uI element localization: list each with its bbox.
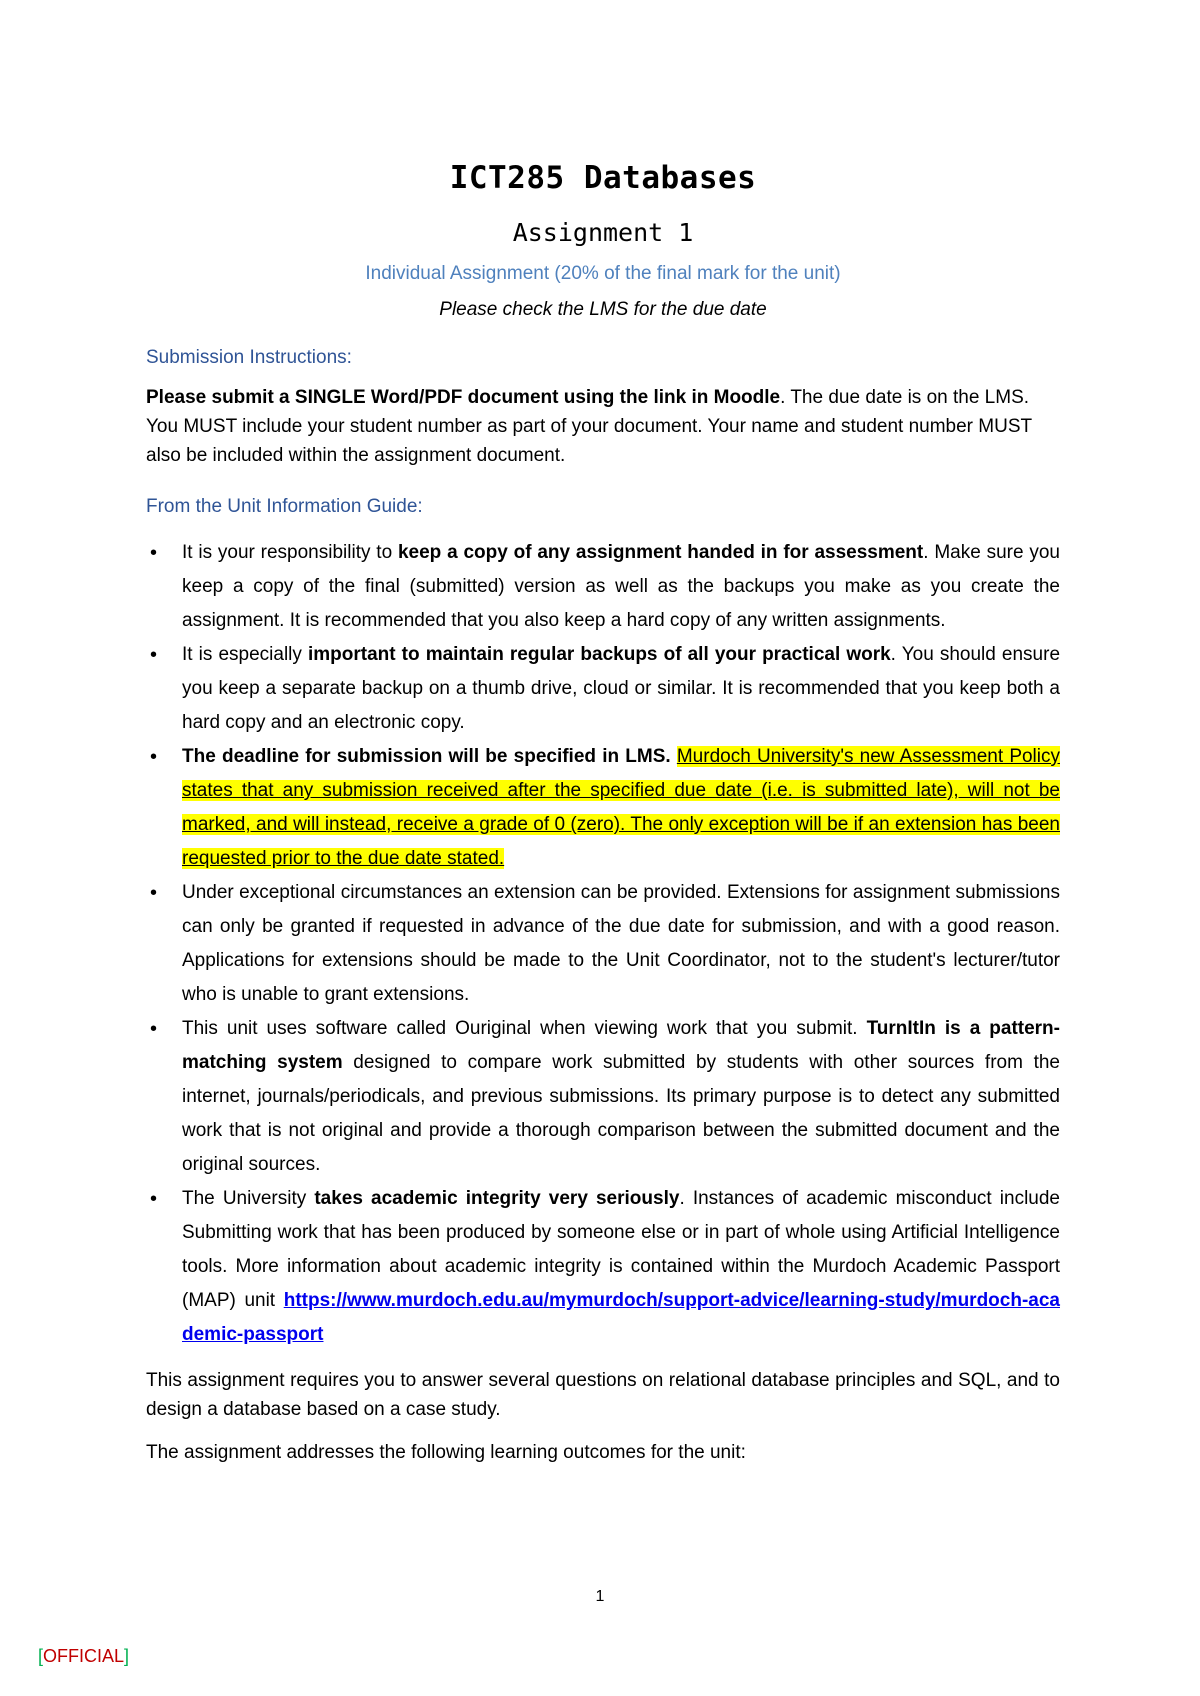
intro-paragraph: This assignment requires you to answer several questions on relational database principles and SQL, and to design a database based on a case study. [146,1370,1060,1420]
official-classification-label [38,1646,129,1667]
due-date-note: Please check the LMS for the due date [439,299,767,320]
guide-bullet-list [146,536,1060,1352]
assignment-type: Individual Assignment (20% of the final mark for the unit) [365,263,841,284]
bullet2-bold: important to maintain regular backups of all your practical work [307,644,891,665]
bullet5-bold: TurnItIn is a pattern-matching system [182,1018,1060,1073]
guide-heading: From the Unit Information Guide: [146,496,423,517]
submission-paragraph [146,383,1060,470]
bullet-item-backups [146,638,1060,740]
bullet-icon: • [150,1018,158,1040]
submission-heading: Submission Instructions: [146,347,352,368]
document-subtitle: Assignment 1 [512,218,694,247]
official-tag: OFFICIAL [43,1646,125,1666]
document-title: ICT285 Databases [449,160,757,196]
bullet5-post: designed to compare work submitted by students with other sources from the internet, journals/periodicals, and previous submissions. Its primary purpose is to detect any submitted work that is not original and provide a thorough comparison between the submitted document and the original sources. [182,1052,1060,1175]
bullet6-bold: takes academic integrity very seriously [314,1188,680,1209]
bullet6-pre: The University [182,1188,315,1209]
bullet-icon: • [150,746,158,768]
bullet-item-extension [146,876,1060,1012]
submission-bold: Please submit a SINGLE Word/PDF document using the link in Moodle [146,387,781,408]
bullet1-pre: It is your responsibility to [182,542,398,563]
bullet2-post: . You should ensure you keep a separate backup on a thumb drive, cloud or similar. It is recommended that you keep both a hard copy and an electronic copy. [182,644,1061,733]
bullet-item-deadline [146,740,1060,876]
bullet-item-copy [146,536,1060,638]
bullet-icon: • [150,542,158,564]
bullet-item-ouriginal [146,1012,1060,1182]
bullet-icon: • [150,1188,158,1210]
bullet3-bold: The deadline for submission will be specified in LMS. [182,746,671,767]
bullet1-bold: keep a copy of any assignment handed in for assessment [397,542,924,563]
bullet6-post: . Instances of academic misconduct include Submitting work that has been produced by someone else or in part of whole using Artificial Intelligence tools. More information about academic integrity is contained within the Murdoch Academic Passport (MAP) unit [182,1188,1060,1311]
bullet4-text: Under exceptional circumstances an extension can be provided. Extensions for assignment submissions can only be granted if requested in advance of the due date for submission, and with a good reason. Applications for extensions should be made to the Unit Coordinator, not to the student's lecturer/tutor who is unable to grant extensions. [182,882,1060,1005]
bullet1-post: . Make sure you keep a copy of the final (submitted) version as well as the backups you make as you create the assignment. It is recommended that you also keep a hard copy of any written assignments. [182,542,1061,631]
bullet-icon: • [150,644,158,666]
official-open-bracket: [ [38,1646,44,1666]
submission-rest: . The due date is on the LMS. You MUST include your student number as part of your document. Your name and student number MUST also be included within the assignment document. [146,387,1032,466]
outcomes-paragraph: The assignment addresses the following learning outcomes for the unit: [146,1442,746,1463]
page-number: 1 [595,1588,605,1605]
bullet2-pre: It is especially [182,644,308,665]
bullet5-pre: This unit uses software called Ouriginal when viewing work that you submit. [182,1018,867,1039]
official-close-bracket: ] [124,1646,130,1666]
map-link[interactable]: https://www.murdoch.edu.au/mymurdoch/support-advice/learning-study/murdoch-academic-passport [182,1290,1060,1345]
document-content [146,150,1060,1467]
bullet-icon: • [150,882,158,904]
bullet-item-integrity [146,1182,1060,1352]
late-policy-highlight: Murdoch University's new Assessment Policy states that any submission received after the specified due date (i.e. is submitted late), will not be marked, and will instead, receive a grade of 0 (zero). The only exception will be if an extension has been requested prior to the due date stated. [182,746,1060,869]
